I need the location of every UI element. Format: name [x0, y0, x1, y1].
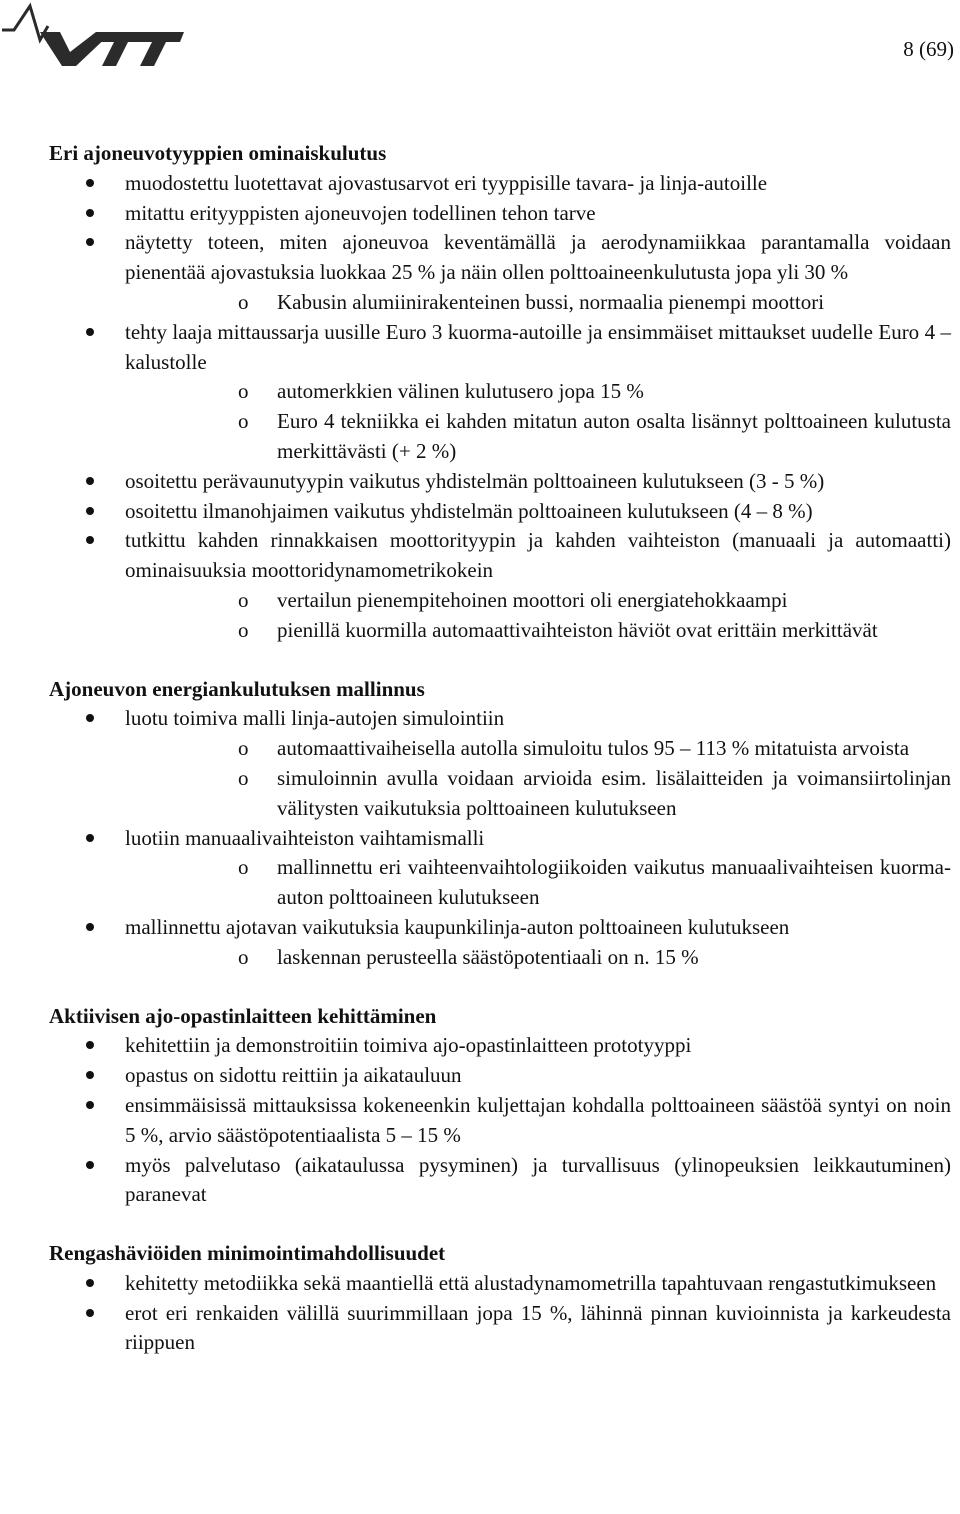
bullet-text: erot eri renkaiden välillä suurimmillaan jopa 15 %, lähinnä pinnan kuvioinnista ja karkeudesta riippuen: [125, 1300, 951, 1355]
sub-list: [125, 734, 951, 823]
bullet-text: mitattu erityyppisten ajoneuvojen todellinen tehon tarve: [125, 200, 596, 225]
bullet-text: myös palvelutaso (aikataulussa pysyminen) ja turvallisuus (ylinopeuksien leikkautuminen) paranevat: [125, 1152, 951, 1207]
bullet-item: [49, 1031, 951, 1061]
bullet-text: ensimmäisissä mittauksissa kokeneenkin kuljettajan kohdalla polttoaineen säästöä syntyi on noin 5 %, arvio säästöpotentiaalista 5 – 15 %: [125, 1092, 951, 1147]
bullet-item: [49, 199, 951, 229]
sub-marker: o: [238, 736, 249, 761]
bullet-item: [49, 824, 951, 913]
bullet-item: [49, 913, 951, 973]
section: [49, 1002, 951, 1211]
section: [49, 139, 951, 646]
bullet-text: muodostettu luotettavat ajovastusarvot eri tyyppisille tavara- ja linja-autoille: [125, 170, 768, 195]
sub-item: [125, 764, 951, 824]
bullet-text: luotu toimiva malli linja-autojen simulointiin: [125, 706, 505, 731]
bullet-list: [49, 1269, 951, 1358]
vtt-logo: [0, 0, 200, 80]
sub-list: [125, 288, 951, 318]
bullet-list: [49, 169, 951, 646]
bullet-text: kehitetty metodiikka sekä maantiellä että alustadynamometrilla tapahtuvaan rengastutkimukseen: [125, 1270, 937, 1295]
bullet-list: [49, 1031, 951, 1210]
bullet-text: tehty laaja mittaussarja uusille Euro 3 kuorma-autoille ja ensimmäiset mittaukset uudelle Euro 4 –kalustolle: [125, 319, 951, 374]
bullet-item: [49, 1151, 951, 1211]
bullet-item: [49, 318, 951, 467]
sub-item: [125, 377, 951, 407]
section: [49, 675, 951, 973]
sub-list: [125, 853, 951, 913]
bullet-item: [49, 228, 951, 317]
bullet-item: [49, 1061, 951, 1091]
sub-item: [125, 407, 951, 467]
sub-item: [125, 734, 951, 764]
bullet-text: kehitettiin ja demonstroitiin toimiva ajo-opastinlaitteen prototyyppi: [125, 1033, 692, 1058]
bullet-text: tutkittu kahden rinnakkaisen moottorityypin ja kahden vaihteiston (manuaali ja automaatti) ominaisuuksia moottoridynamometrikokein: [125, 528, 951, 583]
sub-text: vertailun pienempitehoinen moottori oli energiatehokkaampi: [277, 587, 788, 612]
sub-item: [125, 616, 951, 646]
bullet-item: [49, 704, 951, 823]
section-heading: Ajoneuvon energiankulutuksen mallinnus: [49, 676, 425, 701]
sub-item: [125, 288, 951, 318]
bullet-item: [49, 169, 951, 199]
bullet-text: osoitettu ilmanohjaimen vaikutus yhdistelmän polttoaineen kulutukseen (4 – 8 %): [125, 498, 813, 523]
document-body: [49, 139, 951, 1387]
section-heading: Rengashäviöiden minimointimahdollisuudet: [49, 1241, 446, 1266]
sub-item: [125, 853, 951, 913]
sub-text: laskennan perusteella säästöpotentiaali on n. 15 %: [277, 944, 699, 969]
sub-text: simuloinnin avulla voidaan arvioida esim. lisälaitteiden ja voimansiirtolinjan välitysten vaikutuksia polttoaineen kulutukseen: [277, 765, 951, 820]
sub-text: Euro 4 tekniikka ei kahden mitatun auton osalta lisännyt polttoaineen kulutusta merkittävästi (+ 2 %): [277, 409, 951, 463]
bullet-list: [49, 704, 951, 972]
sub-text: automaattivaiheisella autolla simuloitu tulos 95 – 113 % mitatuista arvoista: [277, 736, 910, 761]
bullet-item: [49, 467, 951, 497]
sub-list: [125, 943, 951, 973]
sub-marker: o: [238, 587, 249, 612]
sub-text: Kabusin alumiinirakenteinen bussi, normaalia pienempi moottori: [277, 289, 825, 314]
sub-text: automerkkien välinen kulutusero jopa 15 %: [277, 379, 644, 404]
bullet-item: [49, 1091, 951, 1151]
sub-text: pienillä kuormilla automaattivaihteiston häviöt ovat erittäin merkittävät: [277, 617, 878, 642]
sub-marker: o: [238, 379, 249, 404]
bullet-item: [49, 1269, 951, 1299]
bullet-text: näytetty toteen, miten ajoneuvoa keventämällä ja aerodynamiikkaa parantamalla voidaan pienentää ajovastuksia luokkaa 25 % ja näin ollen polttoaineenkulutusta jopa yli 30 %: [125, 230, 951, 285]
sub-marker: o: [238, 855, 249, 880]
section: [49, 1239, 951, 1358]
sub-marker: o: [238, 617, 249, 642]
sub-list: [125, 586, 951, 646]
bullet-item: [49, 497, 951, 527]
bullet-text: osoitettu perävaunutyypin vaikutus yhdistelmän polttoaineen kulutukseen (3 - 5 %): [125, 468, 825, 493]
sub-marker: o: [238, 944, 249, 969]
sub-item: [125, 943, 951, 973]
vtt-logo-graphic: [0, 0, 200, 80]
bullet-item: [49, 526, 951, 645]
sub-marker: o: [238, 409, 249, 434]
bullet-text: mallinnettu ajotavan vaikutuksia kaupunkilinja-auton polttoaineen kulutukseen: [125, 914, 790, 939]
bullet-text: luotiin manuaalivaihteiston vaihtamismalli: [125, 825, 485, 850]
section-heading: Eri ajoneuvotyyppien ominaiskulutus: [49, 141, 387, 165]
bullet-text: opastus on sidottu reittiin ja aikatauluun: [125, 1063, 462, 1088]
sub-marker: o: [238, 289, 249, 314]
page-number: 8 (69): [903, 37, 954, 61]
sub-item: [125, 586, 951, 616]
section-heading: Aktiivisen ajo-opastinlaitteen kehittäminen: [49, 1003, 437, 1028]
bullet-item: [49, 1299, 951, 1359]
sub-text: mallinnettu eri vaihteenvaihtologiikoiden vaikutus manuaalivaihteisen kuorma-auton polttoaineen kulutukseen: [277, 855, 951, 910]
sub-marker: o: [238, 765, 249, 790]
sub-list: [125, 377, 951, 466]
